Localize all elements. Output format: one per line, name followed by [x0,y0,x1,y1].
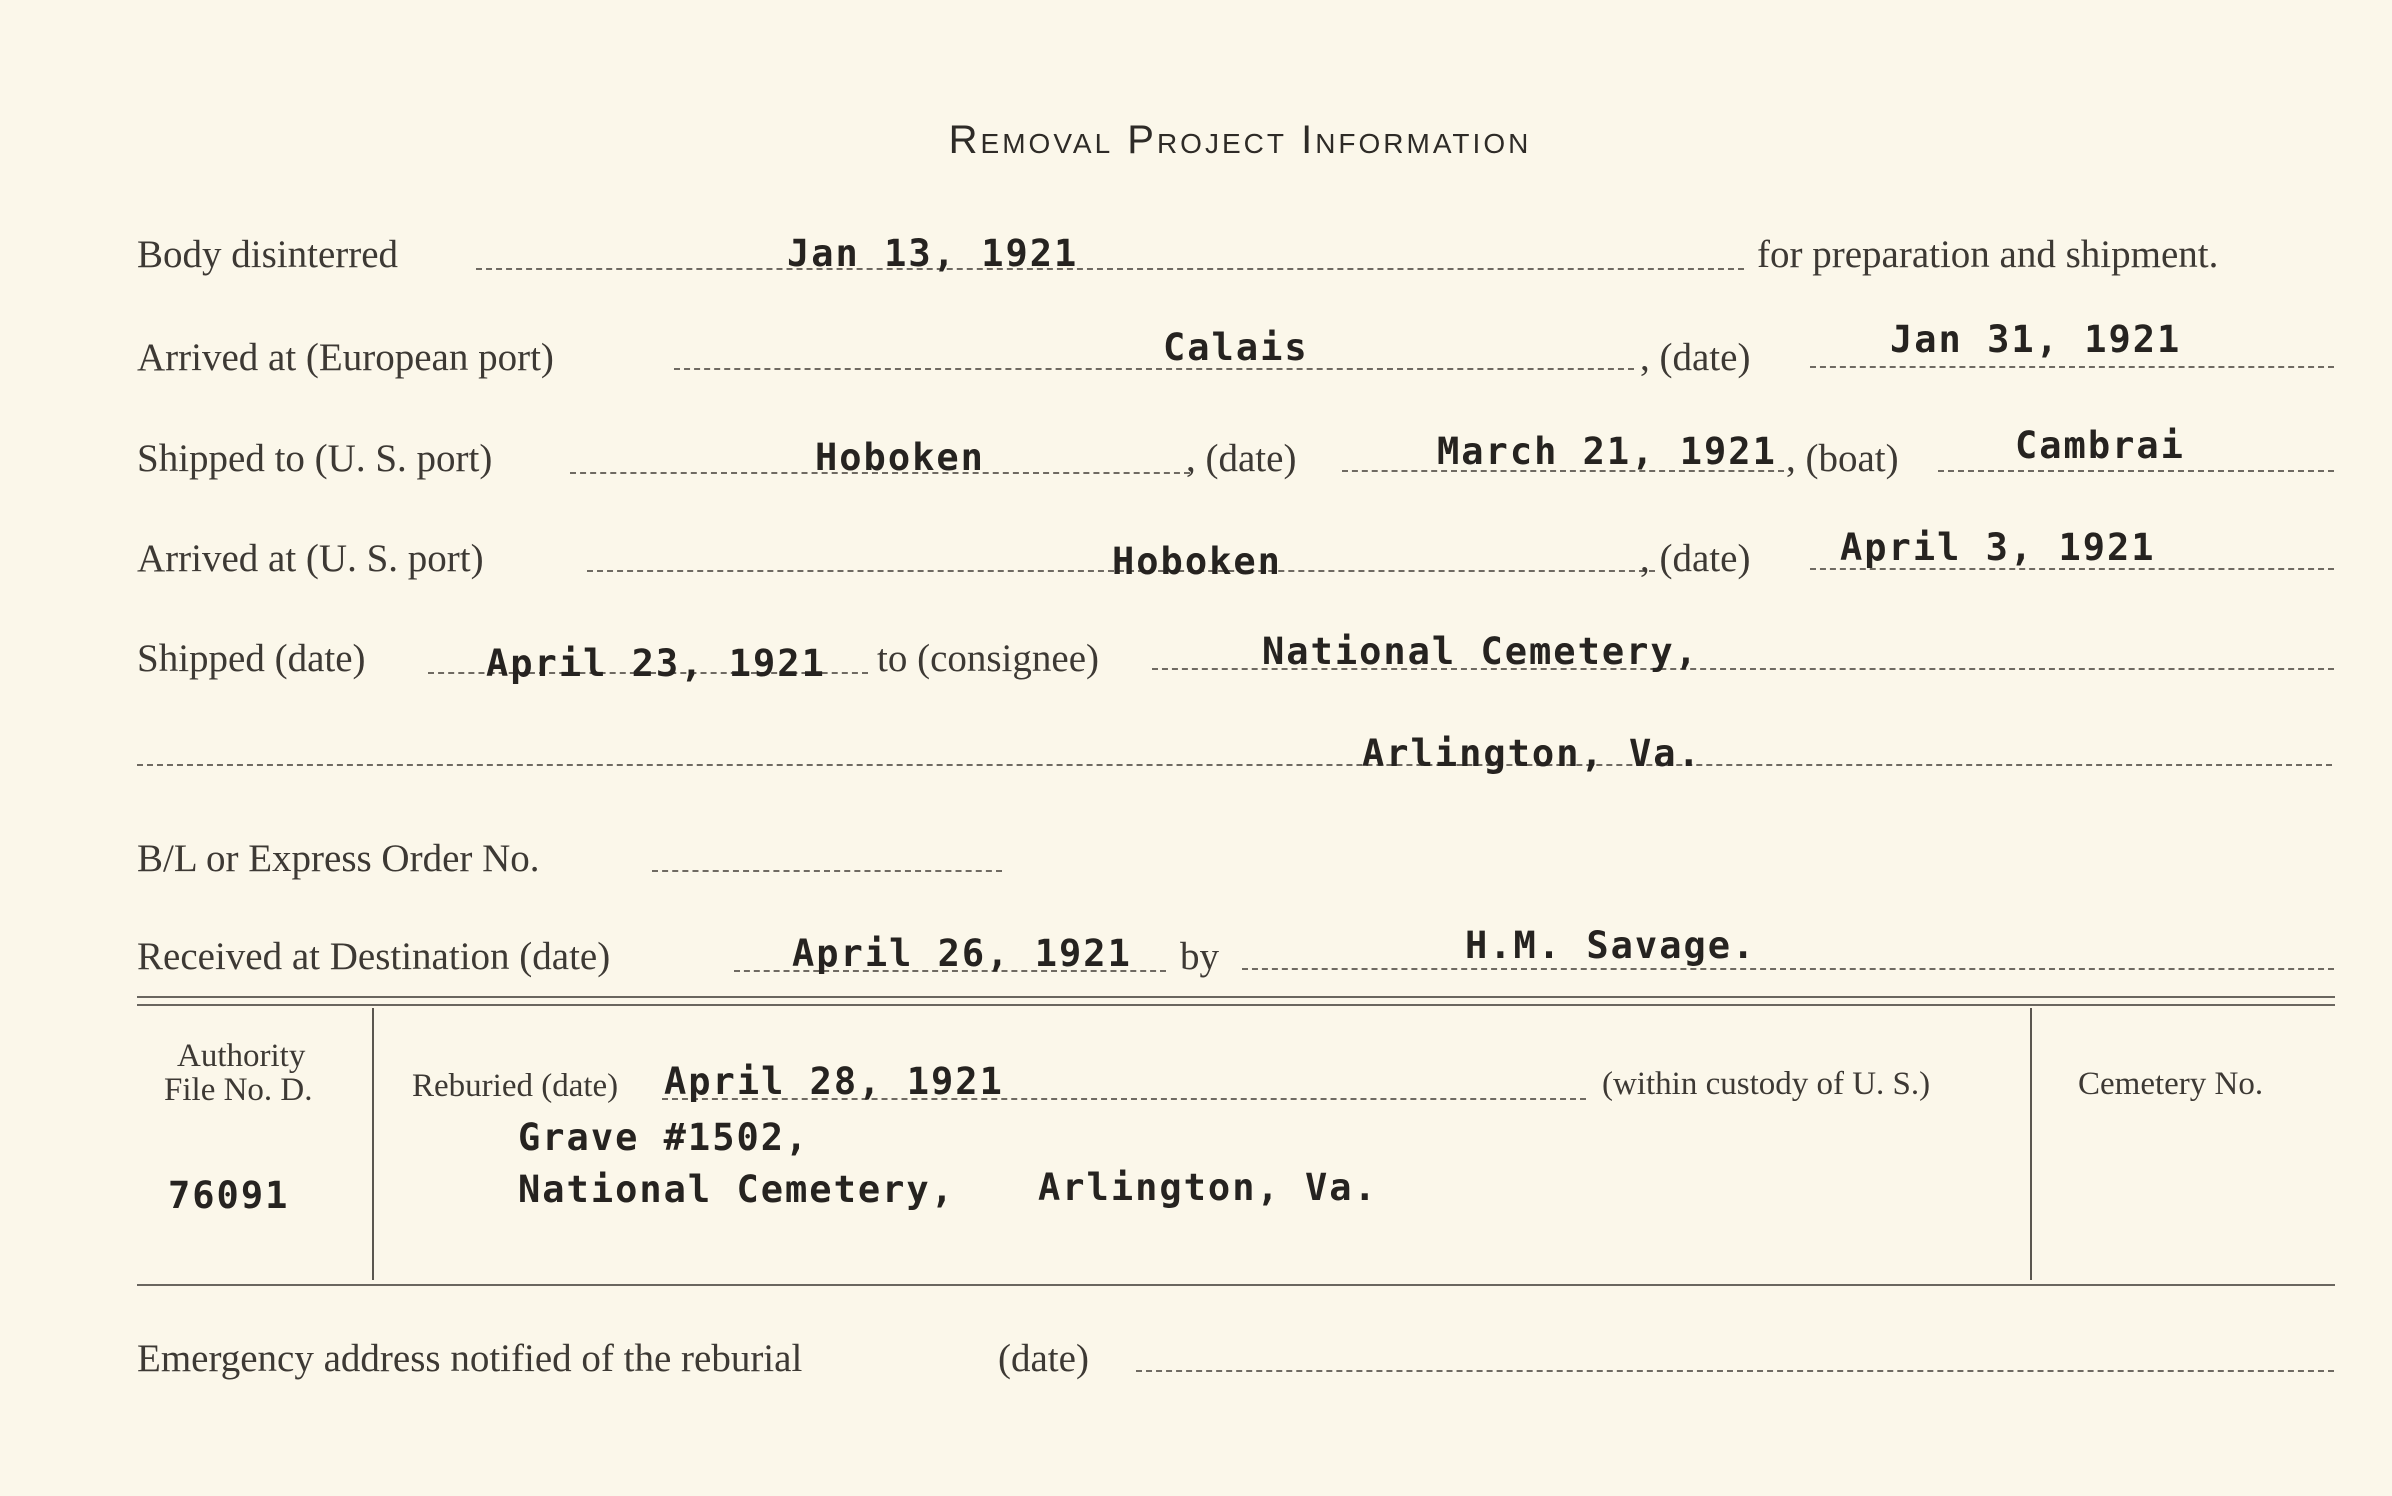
received-by-label: by [1180,935,1219,978]
box-divider-right [2030,1008,2032,1280]
emergency-label: Emergency address notified of the reburial [137,1337,803,1380]
box-top-rule-1 [137,996,2335,998]
arrived-us-date: April 3, 1921 [1840,526,2156,569]
emergency-date-label: (date) [998,1337,1089,1380]
shipped-us-label: Shipped to (U. S. port) [137,437,493,480]
arrived-european-port-line [674,368,1634,370]
shipped-us-port: Hoboken [815,436,985,479]
bl-line [652,870,1002,872]
reburied-date: April 28, 1921 [664,1060,1004,1103]
location-line: National Cemetery, [518,1168,955,1211]
shipped-us-date: March 21, 1921 [1437,430,1777,473]
consignee-label: to (consignee) [877,637,1100,680]
received-by-line [1242,968,2334,970]
shipped-us-boat: Cambrai [2015,424,2185,467]
box-divider-left [372,1008,374,1280]
authority-label-1: Authority [177,1038,306,1074]
arrived-us-port: Hoboken [1112,540,1282,583]
shipped-us-boat-label: , (boat) [1786,437,1899,480]
arrived-european-label: Arrived at (European port) [137,336,554,379]
box-bottom-rule [137,1284,2335,1286]
location-city: Arlington, Va. [1038,1166,1378,1209]
grave-line: Grave #1502, [518,1116,810,1159]
arrived-european-date-line [1810,366,2334,368]
card-title: Removal Project Information [948,118,1532,162]
received-date: April 26, 1921 [792,932,1132,975]
arrived-us-date-label: , (date) [1640,537,1751,580]
shipped-us-date-label: , (date) [1186,437,1297,480]
arrived-european-date-label: , (date) [1640,336,1751,379]
box-top-rule-2 [137,1004,2335,1006]
arrived-us-label: Arrived at (U. S. port) [137,537,484,580]
shipped-us-boat-line [1938,470,2334,472]
disinterred-suffix: for preparation and shipment. [1757,233,2219,276]
received-by: H.M. Savage. [1465,924,1757,967]
consignee-line-2 [137,764,2332,766]
received-label: Received at Destination (date) [137,935,611,978]
shipped-label: Shipped (date) [137,637,366,680]
consignee-value: National Cemetery, [1262,630,1699,673]
reburied-label: Reburied (date) [412,1068,619,1104]
arrived-european-port: Calais [1163,326,1309,369]
shipped-date: April 23, 1921 [486,642,826,685]
emergency-line [1136,1370,2334,1372]
disinterred-line [476,268,1744,270]
authority-label-2: File No. D. [164,1072,313,1108]
consignee-value-line2: Arlington, Va. [1362,732,1702,775]
bl-label: B/L or Express Order No. [137,837,540,880]
authority-number: 76091 [168,1174,290,1217]
disinterred-label: Body disinterred [137,233,399,276]
arrived-european-date: Jan 31, 1921 [1890,318,2182,361]
custody-label: (within custody of U. S.) [1602,1066,1931,1102]
disinterred-value: Jan 13, 1921 [787,232,1079,275]
cemetery-label: Cemetery No. [2078,1066,2264,1102]
